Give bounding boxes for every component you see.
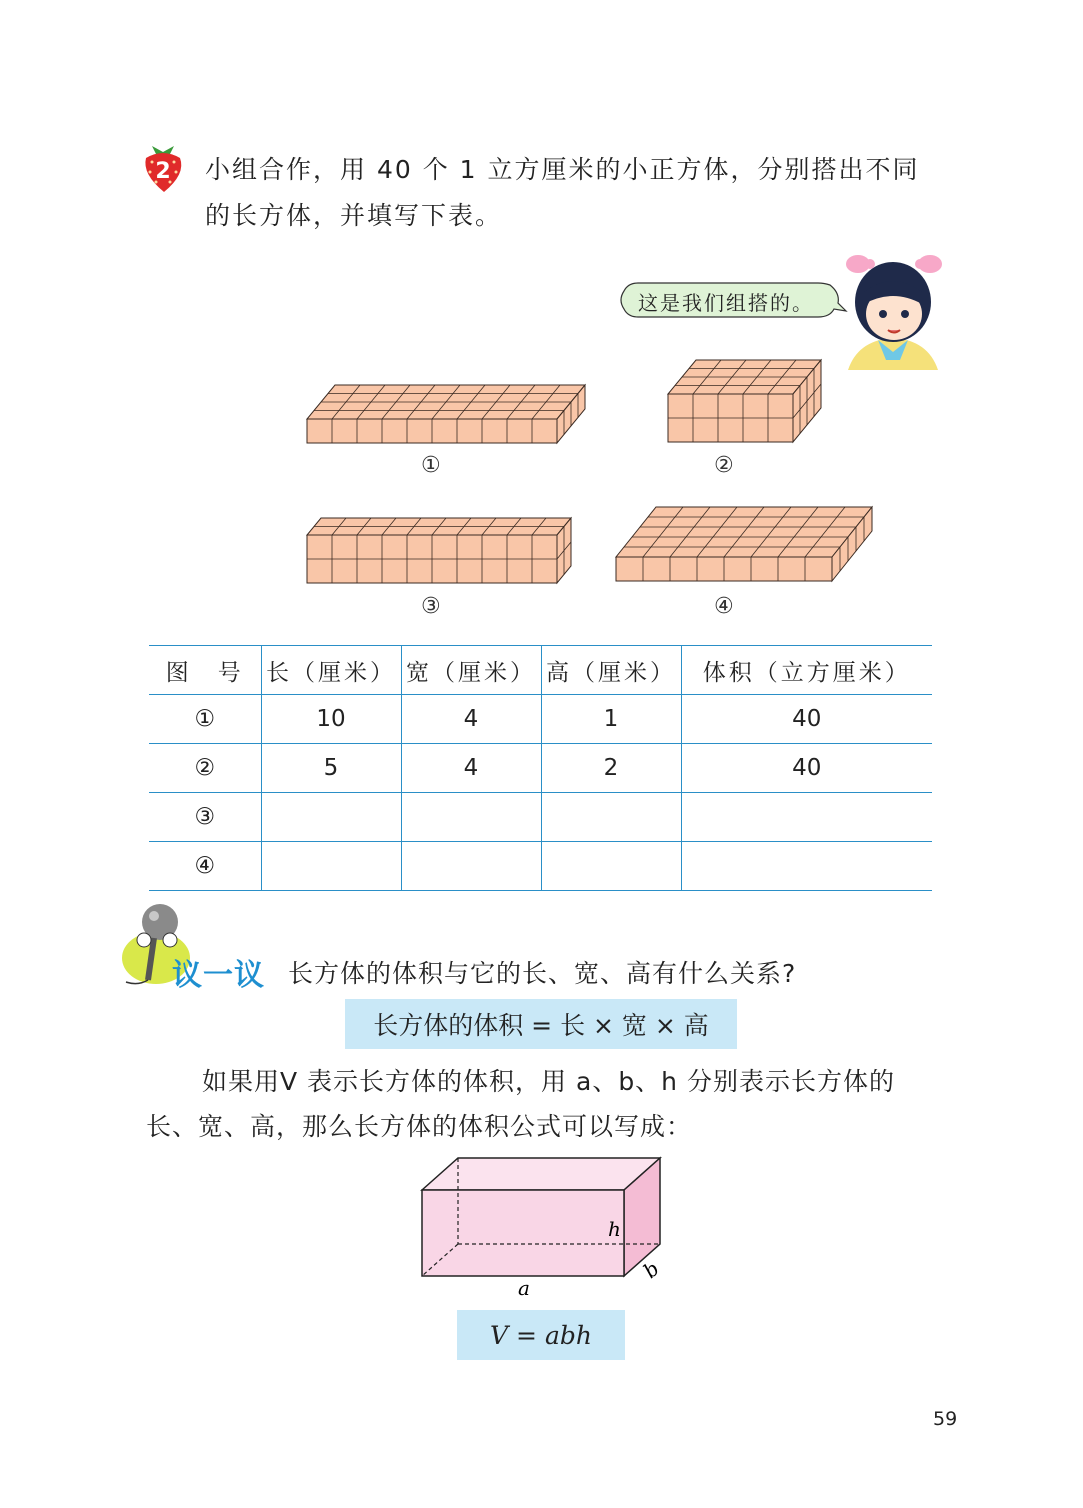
page-number: 59 <box>933 1408 958 1430</box>
table-cell-blank <box>401 793 541 842</box>
label-h: h <box>608 1217 621 1241</box>
figure-label-4: ④ <box>714 594 734 619</box>
table-cell: 10 <box>261 695 401 744</box>
table-header: 宽（厘米） <box>401 646 541 695</box>
table-row <box>149 842 932 891</box>
table-header-row <box>149 646 932 695</box>
figure-label-2: ② <box>714 453 734 478</box>
word-formula-box <box>345 999 737 1049</box>
table-cell: ② <box>149 744 261 793</box>
problem-line-1: 小组合作，用 40 个 1 立方厘米的小正方体，分别搭出不同 <box>205 155 920 184</box>
table-cell: ③ <box>149 793 261 842</box>
label-b: b <box>638 1256 664 1283</box>
table-header: 体积（立方厘米） <box>681 646 932 695</box>
table-cell-blank <box>541 842 681 891</box>
table-cell-blank <box>261 842 401 891</box>
label-a: a <box>518 1276 530 1300</box>
table-header: 高（厘米） <box>541 646 681 695</box>
table-cell: ④ <box>149 842 261 891</box>
cuboid-figure-3 <box>307 518 571 583</box>
figure-label-3: ③ <box>421 594 441 619</box>
table-cell: 5 <box>261 744 401 793</box>
cuboid-figures <box>0 0 1083 620</box>
cuboid-figure-4 <box>616 507 872 581</box>
svg-text:2: 2 <box>155 159 171 184</box>
paragraph-line-1: 如果用V 表示长方体的体积，用 a、b、h 分别表示长方体的 <box>202 1067 895 1096</box>
table-cell-blank <box>261 793 401 842</box>
table-cell-blank <box>681 793 932 842</box>
cuboid-diagram <box>410 1150 710 1300</box>
cuboid-figure-2 <box>668 360 821 442</box>
table-cell: ① <box>149 695 261 744</box>
table-header: 图 号 <box>149 646 261 695</box>
table-cell: 4 <box>401 744 541 793</box>
symbol-formula: V = abh <box>490 1320 592 1350</box>
table-row <box>149 744 932 793</box>
dimensions-table <box>149 645 932 891</box>
table-cell-blank <box>681 842 932 891</box>
paragraph-line-2: 长、宽、高，那么长方体的体积公式可以写成： <box>146 1112 693 1141</box>
table-cell: 1 <box>541 695 681 744</box>
table-cell-blank <box>541 793 681 842</box>
table-cell: 4 <box>401 695 541 744</box>
speech-bubble-text: 这是我们组搭的。 <box>638 291 814 315</box>
table-row <box>149 695 932 744</box>
discuss-question: 长方体的体积与它的长、宽、高有什么关系? <box>288 959 797 988</box>
word-formula: 长方体的体积 = 长 × 宽 × 高 <box>373 1011 709 1040</box>
problem-line-2: 的长方体，并填写下表。 <box>205 201 503 230</box>
figure-label-1: ① <box>421 453 441 478</box>
table-row <box>149 793 932 842</box>
table-cell-blank <box>401 842 541 891</box>
table-header: 长（厘米） <box>261 646 401 695</box>
table-cell: 40 <box>681 695 932 744</box>
symbol-formula-box <box>457 1310 625 1360</box>
table-cell: 2 <box>541 744 681 793</box>
table-cell: 40 <box>681 744 932 793</box>
cuboid-figure-1 <box>307 385 585 443</box>
discuss-badge: 议一议 <box>172 958 265 993</box>
